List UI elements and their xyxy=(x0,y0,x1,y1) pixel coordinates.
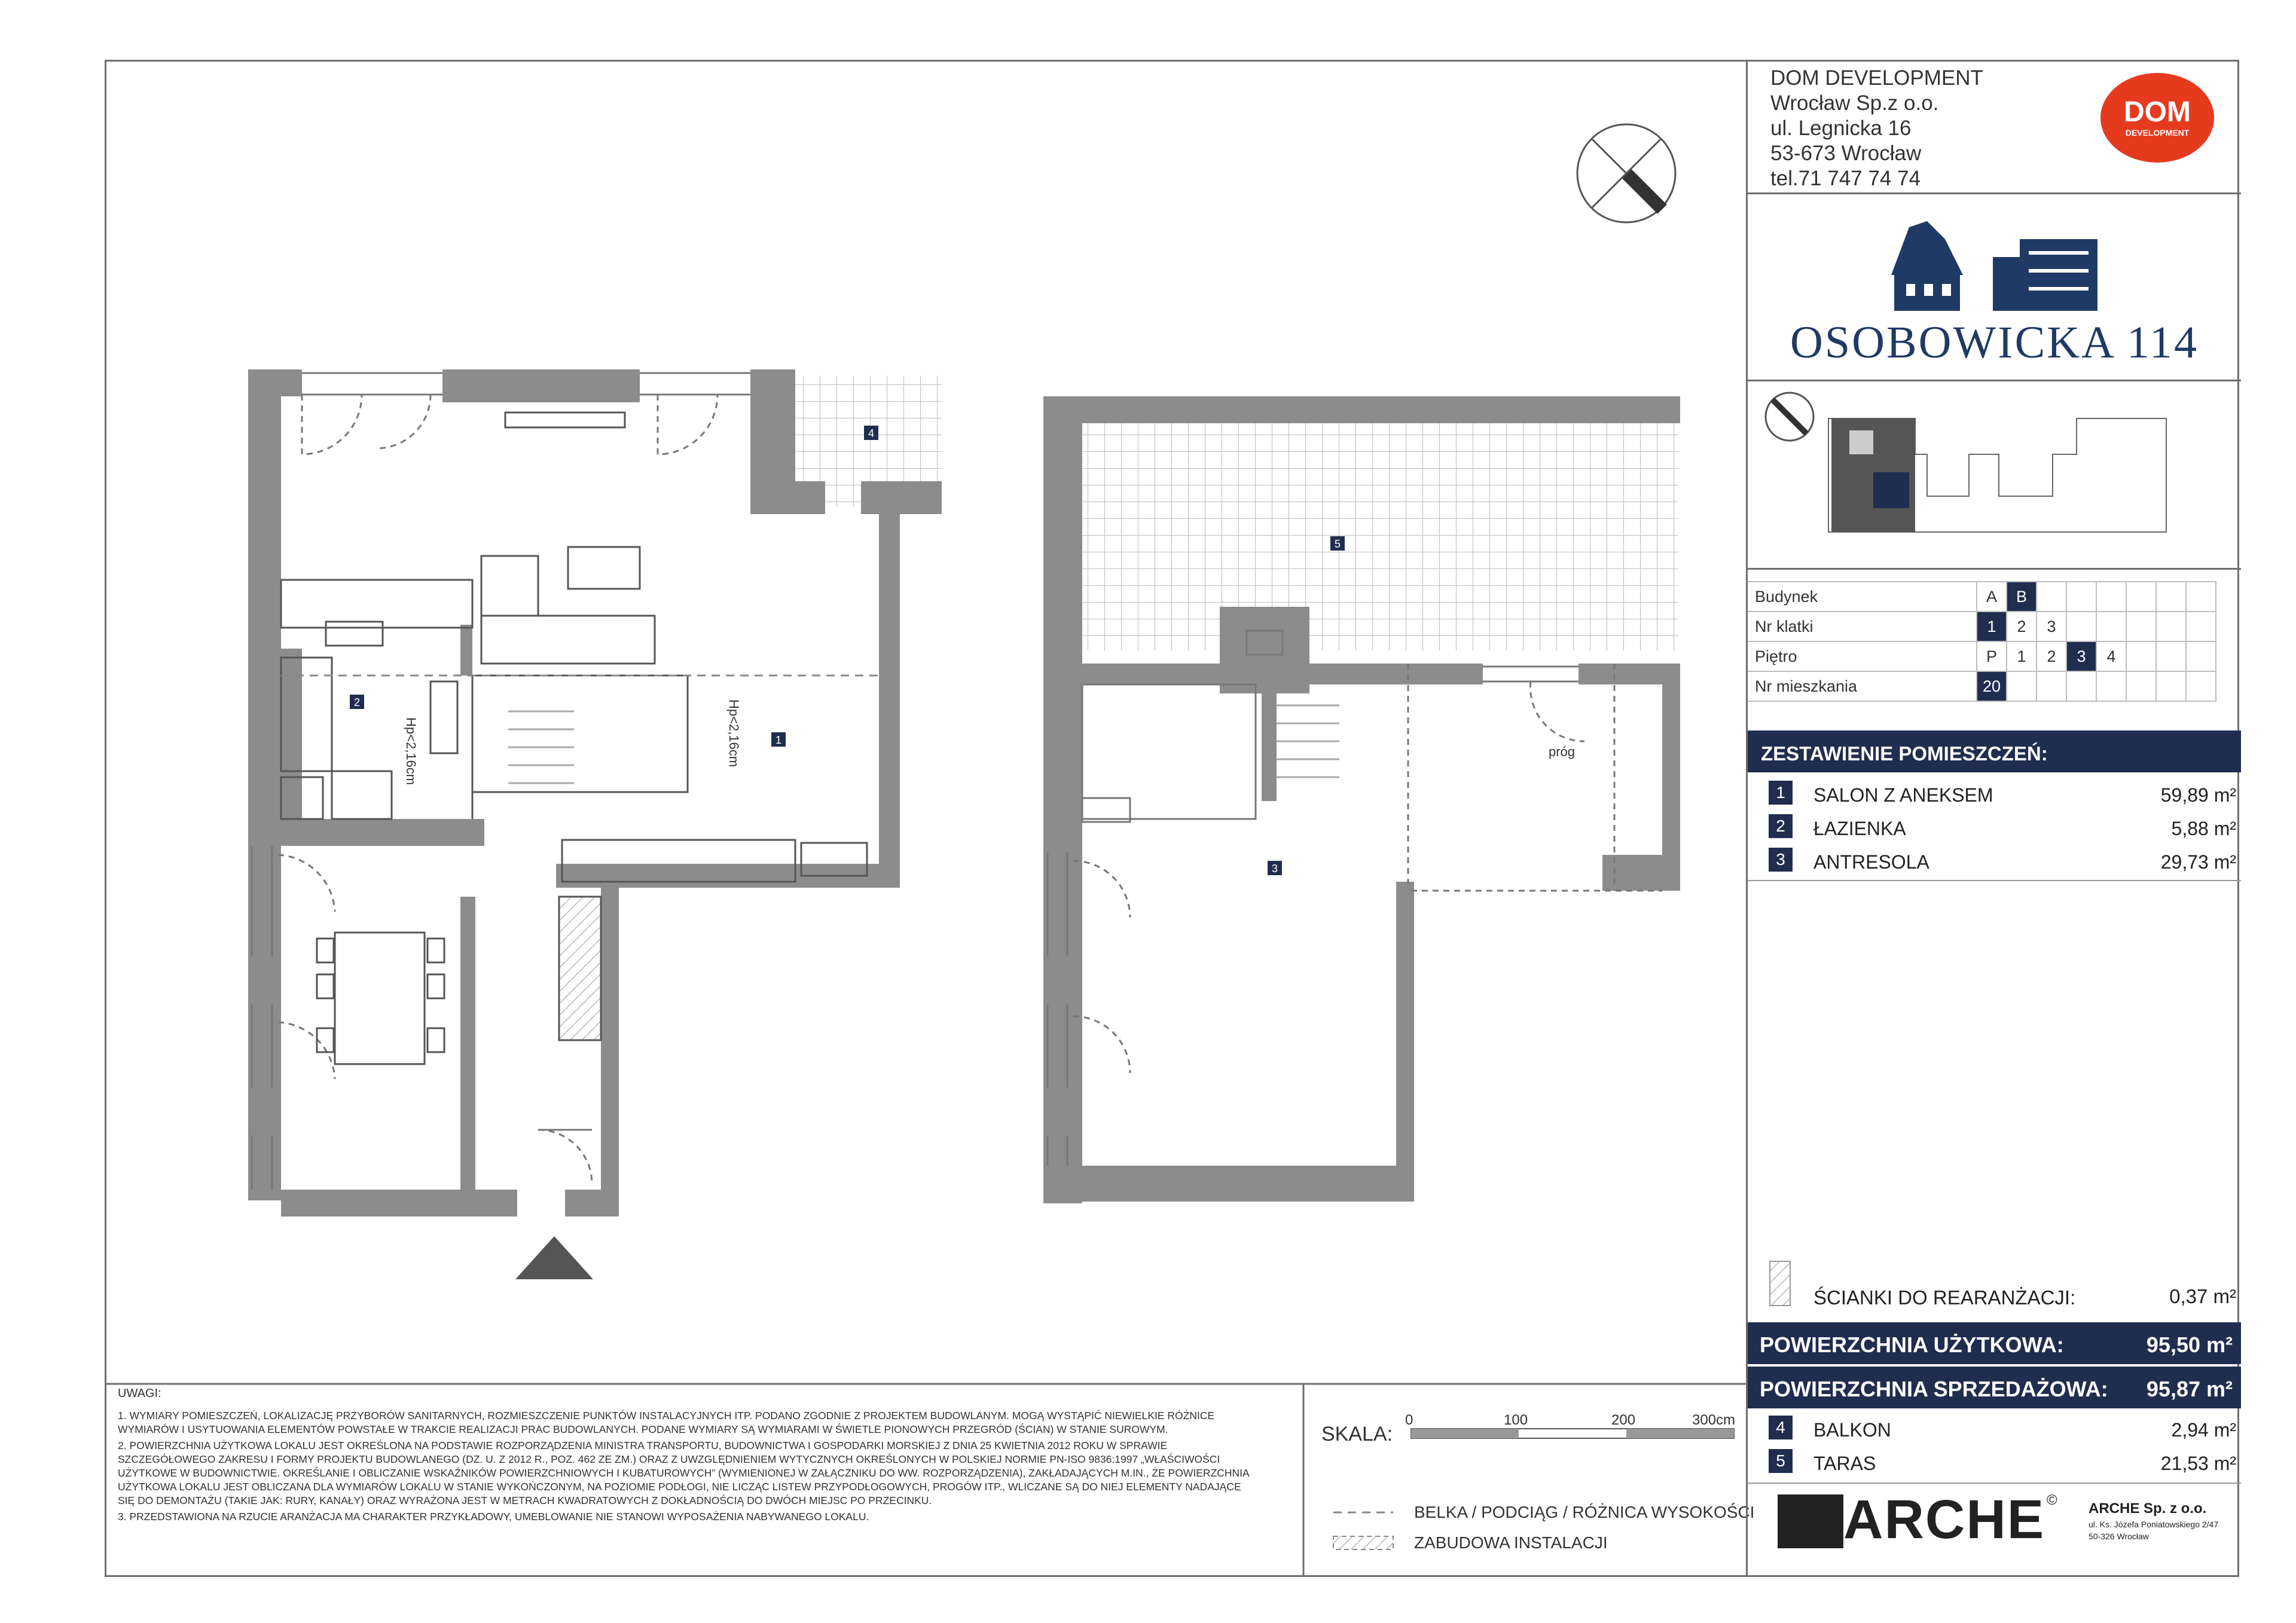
scale-ticks xyxy=(1405,1412,1764,1428)
outdoor-name: TARAS xyxy=(1813,1453,1876,1474)
pietro-option: 2 xyxy=(2037,641,2066,671)
company-line: tel.71 747 74 74 xyxy=(1770,167,1921,190)
architect-copyright: © xyxy=(2047,1492,2057,1508)
room-row xyxy=(1748,777,2241,809)
outdoor-row xyxy=(1748,1412,2241,1444)
legend-beam-label: BELKA / PODCIĄG / RÓŻNICA WYSOKOŚCI xyxy=(1414,1503,1755,1521)
project-title: OSOBOWICKA 114 xyxy=(1790,317,2199,368)
note-item: 2. POWIERZCHNIA UŻYTKOWA LOKALU JEST OKREŚLONA NA PODSTAWIE ROZPORZĄDZENIA MINISTRA TRANSPORTU, BUDOWNICTWA I GOSPODARKI MORSKIEJ Z DNIA 25 KWIETNIA 2012 ROKU W SPRAWIE SZCZEGÓŁOWEGO ZAKRESU I FORMY PROJEKTU BUDOWLANEGO (DZ. U. Z 2012 R., POZ. 462 ZE ZM.) ORAZ Z UWZGLĘDNIENIEM WYTYCZNYCH OKREŚLONYCH W POLSKIEJ NORMIE PN-ISO 9836:1997 „WŁAŚCIWOŚCI UŻYTKOWE W BUDOWNICTWIE. OKREŚLANIE I OBLICZANIE WSKAŹNIKÓW POWIERZCHNIOWYCH I KUBATUROWYCH” (WYMIENIONEJ W ZAŁĄCZNIKU DO WW. ROZPORZĄDZENIA), ZAKŁADAJĄCYCH M.IN., ŻE POWIERZCHNIA UŻYTKOWA LOKALU JEST OBLICZANA DLA WYMIARÓW LOKALU W STANIE WYKOŃCZONYM, NA POZIOMIE PODŁOGI, NIE LICZĄC LISTEW PRZYPODŁOGOWYCH, PROGÓW ITP., WLICZANE SĄ DO NIEJ ELEMENTY NADAJĄCE SIĘ DO DEMONTAŻU (TAKIE JAK: RURY, KANAŁY) ORAZ WYRAŻONA JEST W METRACH KWADRATOWYCH Z DOKŁADNOŚCIĄ DO DWÓCH MIEJSC PO PRZECINKU. xyxy=(118,1439,1249,1506)
unit-attributes-table xyxy=(1748,581,2216,702)
rearrangement-area: 0,37 m² xyxy=(2169,1285,2236,1307)
company-line: DOM DEVELOPMENT xyxy=(1770,66,1983,90)
sale-area-value: 95,87 m² xyxy=(2146,1377,2233,1401)
developer-logo xyxy=(2100,73,2214,163)
budynek-label: Budynek xyxy=(1748,582,1977,612)
room-tag-number: 2 xyxy=(353,696,361,708)
height-label-living: Hp<2,16cm xyxy=(726,699,741,768)
usable-area-value: 95,50 m² xyxy=(2146,1332,2233,1357)
outdoor-area: 2,94 m² xyxy=(2171,1419,2236,1441)
company-address xyxy=(1770,66,1983,191)
architect-logo-text: ARCHE xyxy=(1843,1489,2045,1550)
architect-address: ul. Ks. Józefa Poniatowskiego 2/47 xyxy=(2089,1520,2219,1529)
mieszkanie-label: Nr mieszkania xyxy=(1748,671,1977,701)
sale-area-label: POWIERZCHNIA SPRZEDAŻOWA: xyxy=(1760,1377,2108,1401)
room-row xyxy=(1748,844,2241,876)
rearrangement-hatch-icon xyxy=(1769,1260,1793,1308)
pietro-option: P xyxy=(1977,641,2007,671)
architect-name: ARCHE Sp. z o.o. xyxy=(2089,1500,2207,1517)
pietro-option: 4 xyxy=(2096,641,2126,671)
scale-tick: 100 xyxy=(1504,1412,1528,1428)
mieszkanie-value: 20 xyxy=(1977,671,2007,701)
room-row xyxy=(1748,811,2241,843)
room-tag-number: 4 xyxy=(868,427,875,439)
lower-level-plan xyxy=(248,369,942,1279)
threshold-label: próg xyxy=(1549,744,1576,759)
note-item: 3. PRZEDSTAWIONA NA RZUCIE ARANŻACJA MA CHARAKTER PRZYKŁADOWY, UMEBLOWANIE NIE STANOWI WYPOSAŻENIA NABYWANEGO LOKALU. xyxy=(118,1511,869,1523)
scale-label: SKALA: xyxy=(1321,1423,1393,1445)
info-sidebar xyxy=(1746,60,2241,1577)
pietro-option-selected: 3 xyxy=(2066,641,2096,671)
outdoor-number: 4 xyxy=(1769,1416,1793,1439)
outdoor-area: 21,53 m² xyxy=(2160,1453,2236,1474)
room-name: SALON Z ANEKSEM xyxy=(1813,784,1993,806)
north-arrow-icon xyxy=(1577,124,1675,222)
developer-logo-subtext: DEVELOPMENT xyxy=(2125,128,2190,137)
usable-area-label: POWIERZCHNIA UŻYTKOWA: xyxy=(1760,1332,2064,1357)
legend-installation-label: ZABUDOWA INSTALACJI xyxy=(1414,1533,1608,1552)
architect-logo-mark xyxy=(1778,1494,1843,1548)
notes-title: UWAGI: xyxy=(118,1387,161,1400)
company-line: 53-673 Wrocław xyxy=(1770,142,1922,165)
company-line: ul. Legnicka 16 xyxy=(1770,117,1912,140)
upper-level-plan xyxy=(1043,396,1680,1203)
notes-block xyxy=(118,1387,1260,1526)
height-label-bathroom: Hp<2,16cm xyxy=(404,717,419,785)
klatka-option: 2 xyxy=(2007,612,2037,641)
outdoor-row xyxy=(1748,1445,2241,1478)
pietro-option: 1 xyxy=(2007,641,2037,671)
pietro-label: Piętro xyxy=(1748,641,1977,671)
usable-area-bar xyxy=(1748,1322,2241,1364)
scale-tick: 300cm xyxy=(1692,1412,1736,1428)
terrace-floor xyxy=(1082,423,1678,650)
budynek-option: A xyxy=(1977,582,2007,612)
klatka-option-selected: 1 xyxy=(1977,612,2007,641)
scale-bar xyxy=(1411,1429,1734,1438)
scale-tick: 200 xyxy=(1611,1412,1636,1428)
architect-address: 50-326 Wrocław xyxy=(2089,1532,2149,1541)
room-tag-number: 3 xyxy=(1271,863,1278,875)
rearrangement-label: ŚCIANKI DO REARANŻACJI: xyxy=(1813,1286,2076,1309)
room-area: 59,89 m² xyxy=(2160,784,2236,806)
scale-tick: 0 xyxy=(1405,1412,1413,1428)
room-area: 29,73 m² xyxy=(2160,851,2236,873)
room-name: ŁAZIENKA xyxy=(1813,818,1906,839)
company-line: Wrocław Sp.z o.o. xyxy=(1770,91,1939,115)
room-number: 3 xyxy=(1769,848,1793,872)
room-tag-number: 1 xyxy=(775,734,782,746)
rooms-header: ZESTAWIENIE POMIESZCZEŃ: xyxy=(1748,730,2241,772)
developer-logo-text: DOM xyxy=(2124,96,2191,128)
budynek-option-selected: B xyxy=(2007,582,2037,612)
sale-area-bar xyxy=(1748,1367,2241,1408)
entrance-arrow-icon xyxy=(515,1236,593,1279)
note-item: 1. WYMIARY POMIESZCZEŃ, LOKALIZACJĘ PRZYBORÓW SANITARNYCH, ROZMIESZCZENIE PUNKTÓW INSTALACYJNYCH ITP. PODANO ZGODNIE Z PROJEKTEM BUDOWLANYM. MOGĄ WYSTĄPIĆ NIEWIELKIE RÓŻNICE WYMIARÓW I USYTUOWANIA ELEMENTÓW POWSTAŁE W TRAKCIE REALIZACJI PRAC BUDOWLANYCH. PODANE WYMIARY SĄ WYMIARAMI W ŚWIETLE PIONOWYCH PRZEGRÓD (ŚCIAN) W STANIE SUROWYM. xyxy=(118,1410,1215,1435)
room-tag-number: 5 xyxy=(1334,538,1341,550)
klatka-option: 3 xyxy=(2037,612,2066,641)
project-building-illustration xyxy=(1748,203,2241,317)
klatka-label: Nr klatki xyxy=(1748,612,1977,641)
outdoor-name: BALKON xyxy=(1813,1419,1891,1441)
legend xyxy=(1333,1512,1393,1549)
room-area: 5,88 m² xyxy=(2171,818,2236,839)
room-number: 1 xyxy=(1769,781,1793,805)
room-number: 2 xyxy=(1769,814,1793,838)
key-plan xyxy=(1748,383,2241,562)
room-name: ANTRESOLA xyxy=(1813,851,1929,873)
outdoor-number: 5 xyxy=(1769,1449,1793,1473)
